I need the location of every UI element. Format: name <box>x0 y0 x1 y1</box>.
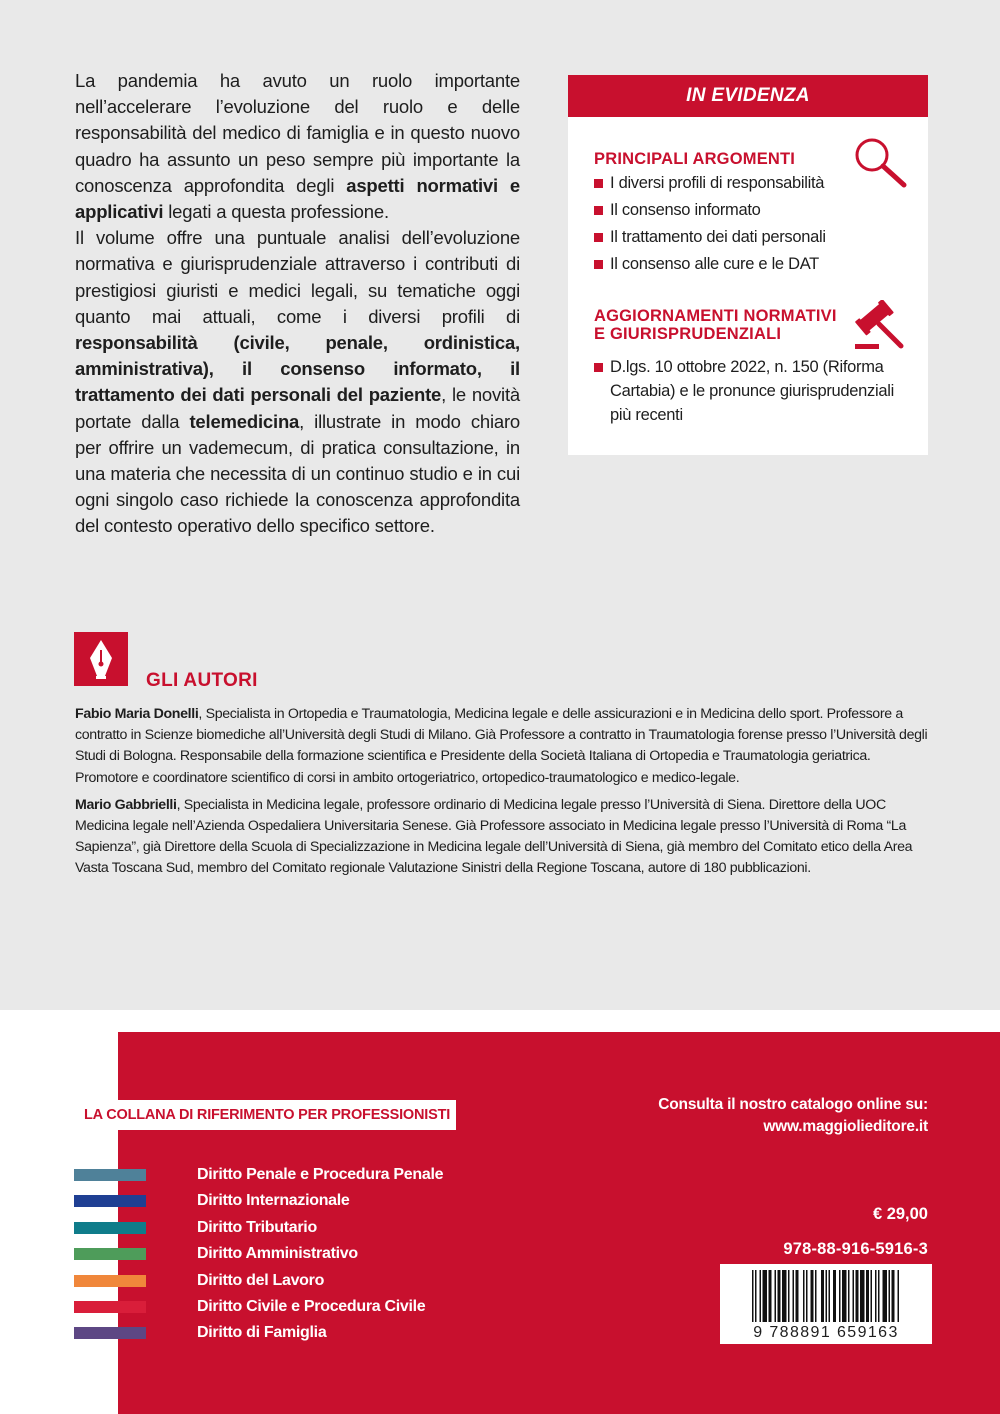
bullet-square-icon <box>594 206 603 215</box>
blurb-bold-text: telemedicina <box>189 410 300 432</box>
series-color-bar <box>74 1195 146 1207</box>
back-cover-blurb <box>75 68 520 540</box>
author-name: Fabio Maria Donelli <box>75 706 199 722</box>
author-bio-1 <box>75 704 930 789</box>
publisher-website-link[interactable]: www.maggiolieditore.it <box>763 1118 928 1135</box>
bullet-square-icon <box>594 260 603 269</box>
barcode <box>720 1264 932 1344</box>
series-item-label: Diritto Amministrativo <box>197 1245 358 1263</box>
blurb-text: Il volume offre una puntuale analisi dell’evoluzione normativa e giurisprudenziale attraverso i contributi di prestigiosi giuristi e medici legali, su tematiche oggi quanto mai attuali, come i diversi profili di <box>75 227 520 327</box>
main-topics-title: PRINCIPALI ARGOMENTI <box>594 150 796 168</box>
price: € 29,00 <box>872 1205 928 1223</box>
barcode-bars <box>720 1264 932 1326</box>
series-color-bar <box>74 1301 146 1313</box>
author-bio-text: , Specialista in Medicina legale, professore ordinario di Medicina legale presso l’Università di Siena. Direttore della UOC Medicina legale nell’Azienda Ospedaliera Universitaria Senese. Già Professore associato in Medicina legale presso l’Università di Roma “La Sapienza”, già Direttore della Scuola di Specializzazione in Medicina legale dell’Università di Siena, già membro del Comitato etico della Area Vasta Toscana Sud, membro del Comitato regionale Valutazione Sinistri della Regione Toscana, autore di 180 pubblicazioni. <box>75 796 913 877</box>
pen-nib-badge <box>74 632 128 686</box>
list-item <box>594 355 909 427</box>
blurb-text: , illustrate in modo chiaro per offrire un vademecum, di pratica consultazione, in una materia che necessita di un continuo studio e in cui ogni singolo caso richiede la conoscenza approfondita del contesto operativo dello specifico settore. <box>75 410 520 537</box>
series-item-label: Diritto Internazionale <box>197 1192 350 1210</box>
updates-title <box>594 307 837 343</box>
blurb-text: , le novità portate dalla <box>75 384 520 432</box>
author-bio-text: , Specialista in Ortopedia e Traumatologia, Medicina legale e delle assicurazioni e in Medicina dello sport. Professore a contratto in Scienze biomediche all’Università degli Studi di Milano. Già Professore a contratto in Traumatologia forense presso l’Università degli Studi di Bologna. Responsabile della formazione scientifica e Presidente della Società Italiana di Ortopedia e Traumatologia geriatrica. Promotore e coordinatore scientifico di corsi in ambito ortogeriatrico, ortopedico-traumatologico e medico-legale. <box>75 706 928 786</box>
list-item <box>594 251 826 278</box>
highlights-header: IN EVIDENZA <box>568 75 928 117</box>
blurb-bold-text: responsabilità (civile, penale, ordinistica, amministrativa), il consenso informato, il trattamento dei dati personali del paziente <box>75 332 520 406</box>
series-item-label: Diritto Tributario <box>197 1218 317 1236</box>
authors-bios <box>75 704 930 886</box>
main-topics-list <box>594 170 826 278</box>
series-item-label: Diritto del Lavoro <box>197 1271 325 1289</box>
catalog-info <box>658 1094 928 1138</box>
blurb-bold-text: aspetti normativi e applicativi <box>75 174 520 223</box>
barcode-number: 9 788891 659163 <box>753 1324 899 1341</box>
series-color-bar <box>74 1327 146 1339</box>
series-color-bar <box>74 1169 146 1181</box>
series-color-bar <box>74 1275 146 1287</box>
blurb-text: legati a questa professione. <box>163 201 389 223</box>
list-item-label: I diversi profili di responsabilità <box>610 174 825 192</box>
pen-nib-icon <box>74 632 128 686</box>
list-item <box>594 197 826 224</box>
list-item <box>594 170 826 197</box>
blurb-paragraph-2 <box>75 225 520 539</box>
list-item-label: Il consenso informato <box>610 201 761 219</box>
isbn: 978-88-916-5916-3 <box>783 1240 928 1258</box>
updates-list <box>594 355 909 427</box>
series-color-bar <box>74 1222 146 1234</box>
bullet-square-icon <box>594 363 603 372</box>
updates-title-line-1: AGGIORNAMENTI NORMATIVI <box>594 307 837 325</box>
magnifier-icon <box>850 135 910 189</box>
list-item-label: Il trattamento dei dati personali <box>610 228 826 246</box>
updates-title-line-2: E GIURISPRUDENZIALI <box>594 325 782 343</box>
author-bio-2 <box>75 795 930 880</box>
list-item <box>594 224 826 251</box>
series-item-label: Diritto di Famiglia <box>197 1324 327 1342</box>
series-item-label: Diritto Civile e Procedura Civile <box>197 1297 426 1315</box>
list-item-label: D.lgs. 10 ottobre 2022, n. 150 (Riforma Cartabia) e le pronunce giurisprudenziali più recenti <box>610 358 894 424</box>
gavel-icon <box>853 300 909 352</box>
bullet-square-icon <box>594 233 603 242</box>
blurb-text: La pandemia ha avuto un ruolo importante nell’accelerare l’evoluzione del ruolo e delle responsabilità del medico di famiglia e in questo nuovo quadro ha assunto un peso sempre più importante la conoscenza approfondita degli <box>75 70 520 196</box>
series-item-label: Diritto Penale e Procedura Penale <box>197 1166 444 1183</box>
series-label: LA COLLANA DI RIFERIMENTO PER PROFESSIONISTI <box>74 1100 456 1130</box>
authors-title: GLI AUTORI <box>146 670 258 691</box>
catalog-text: Consulta il nostro catalogo online su: <box>658 1096 928 1113</box>
author-name: Mario Gabbrielli <box>75 796 177 813</box>
series-color-bar <box>74 1248 146 1260</box>
bullet-square-icon <box>594 179 603 188</box>
blurb-paragraph-1 <box>75 68 520 225</box>
list-item-label: Il consenso alle cure e le DAT <box>610 255 819 273</box>
highlights-box <box>568 75 928 455</box>
